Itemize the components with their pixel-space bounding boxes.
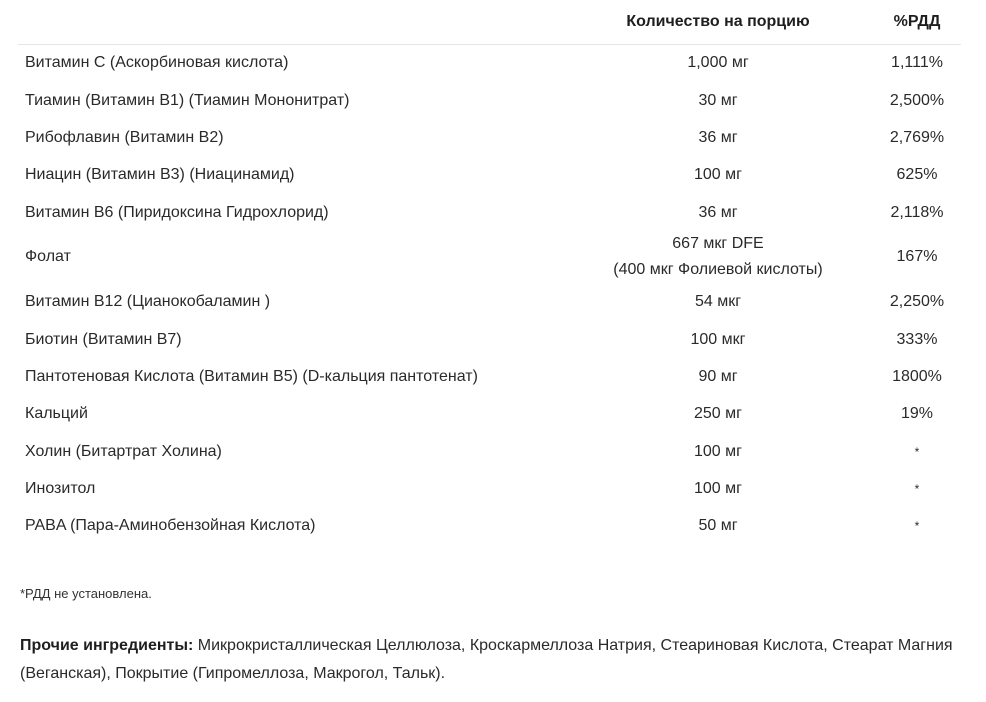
nutrient-rdd: *	[914, 519, 920, 534]
table-row	[18, 45, 961, 82]
nutrient-rdd: 19%	[900, 405, 934, 423]
header-rdd: %РДД	[873, 0, 961, 45]
nutrient-rdd: 1,111%	[891, 54, 943, 72]
table-row	[18, 358, 961, 395]
nutrient-amount	[563, 231, 873, 283]
nutrient-rdd: 2,250%	[889, 293, 945, 311]
nutrient-amount: 50 мг	[698, 517, 738, 535]
nutrient-name: Витамин B6 (Пиридоксина Гидрохлорид)	[25, 203, 329, 221]
table-row	[18, 157, 961, 194]
nutrient-rdd: 167%	[896, 248, 938, 266]
nutrient-rdd: 333%	[896, 330, 938, 348]
nutrient-rdd: 625%	[896, 166, 938, 184]
nutrient-amount: 100 мкг	[690, 330, 746, 348]
header-name	[18, 0, 563, 45]
nutrient-amount: 36 мг	[698, 203, 738, 221]
nutrient-amount: 90 мг	[698, 367, 738, 385]
nutrient-name: Инозитол	[25, 480, 96, 498]
nutrient-name: Витамин C (Аскорбиновая кислота)	[25, 54, 289, 72]
nutrient-name: PABA (Пара-Аминобензойная Кислота)	[25, 517, 316, 535]
table-row	[18, 470, 961, 507]
table-row	[18, 82, 961, 119]
table-row	[18, 231, 961, 283]
nutrient-name: Пантотеновая Кислота (Витамин B5) (D-кальция пантотенат)	[25, 367, 478, 385]
nutrient-amount-main: 667 мкг DFE	[672, 235, 764, 253]
nutrient-rdd: *	[914, 444, 920, 459]
rdd-footnote: *РДД не установлена.	[20, 586, 152, 601]
header-amount: Количество на порцию	[563, 0, 873, 45]
nutrient-rdd: 1800%	[892, 367, 942, 385]
table-row	[18, 119, 961, 156]
other-ingredients	[20, 632, 960, 688]
nutrient-name: Фолат	[25, 248, 71, 266]
supplement-facts	[18, 0, 961, 545]
nutrient-name: Рибофлавин (Витамин B2)	[25, 128, 224, 146]
table-row	[18, 283, 961, 320]
nutrient-name: Тиамин (Витамин B1) (Тиамин Мононитрат)	[25, 91, 350, 109]
nutrient-amount: 100 мг	[694, 480, 742, 498]
nutrient-name: Ниацин (Витамин B3) (Ниацинамид)	[25, 166, 295, 184]
table-row	[18, 321, 961, 358]
nutrient-amount: 36 мг	[698, 128, 738, 146]
nutrient-name: Витамин B12 (Цианокобаламин )	[25, 293, 271, 311]
nutrient-amount: 1,000 мг	[687, 54, 749, 72]
nutrition-table	[18, 0, 961, 545]
nutrient-amount-note: (400 мкг Фолиевой кислоты)	[613, 261, 823, 279]
nutrient-amount: 250 мг	[694, 405, 742, 423]
nutrient-name: Холин (Битартрат Холина)	[25, 442, 222, 460]
nutrient-name: Биотин (Витамин B7)	[25, 330, 182, 348]
ingredients-text: Микрокристаллическая Целлюлоза, Кроскармеллоза Натрия, Стеариновая Кислота, Стеарат Магния (Веганская), Покрытие (Гипромеллоза, Макрогол, Тальк).	[20, 637, 953, 682]
table-row	[18, 396, 961, 433]
nutrient-amount: 100 мг	[694, 442, 742, 460]
table-row	[18, 508, 961, 545]
table-row	[18, 194, 961, 231]
nutrient-rdd: *	[914, 482, 920, 497]
nutrient-rdd: 2,500%	[889, 91, 945, 109]
ingredients-label: Прочие ингредиенты:	[20, 637, 194, 654]
nutrient-amount: 30 мг	[698, 91, 738, 109]
nutrient-amount: 54 мкг	[694, 293, 742, 311]
table-row	[18, 433, 961, 470]
nutrient-rdd: 2,118%	[890, 203, 944, 221]
nutrient-name: Кальций	[25, 405, 88, 423]
nutrient-rdd: 2,769%	[889, 128, 945, 146]
nutrient-amount: 100 мг	[694, 166, 742, 184]
table-header-row	[18, 0, 961, 45]
